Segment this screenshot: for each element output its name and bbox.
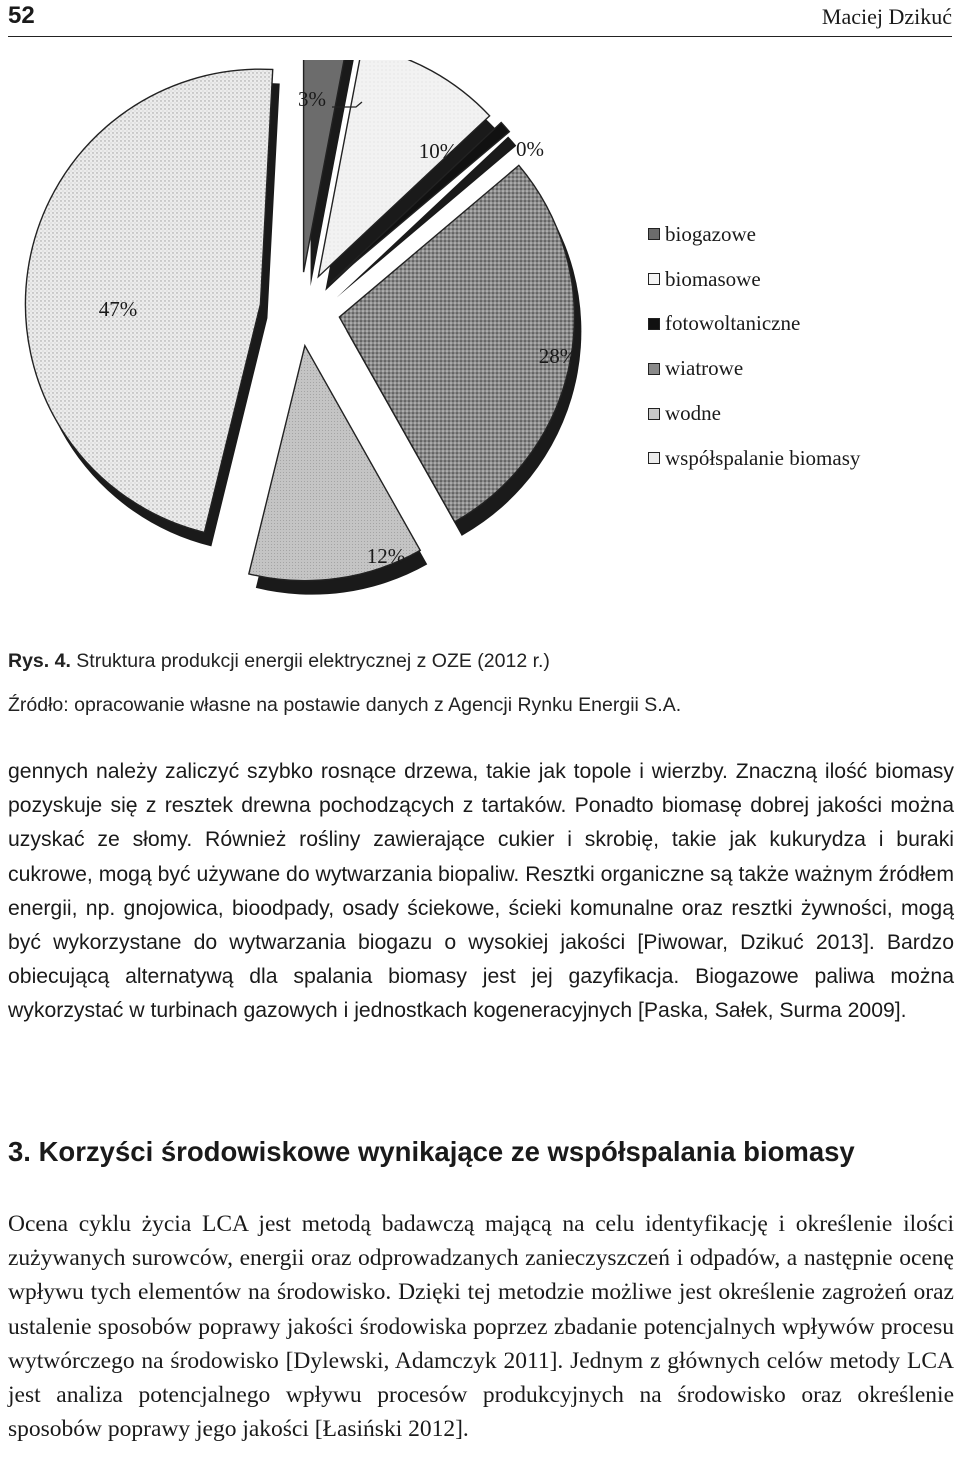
pie-slice-współspalanie-biomasy <box>25 69 272 532</box>
legend-item-współspalanie-biomasy <box>648 436 860 481</box>
figure-source: Źródło: opracowanie własne na postawie danych z Agencji Rynku Energii S.A. <box>8 694 682 716</box>
body-paragraph-2: Ocena cyklu życia LCA jest metodą badawczą mającą na celu identyfikację i określenie ilości zużywanych surowców, energii oraz odprowadzanych zanieczyszczeń i odpadów, a następnie ocenę wpływu tych elementów na środowisko. Dzięki tej metodzie możliwe jest określenie zagrożeń oraz ustalenie sposobów poprawy jakości środowiska poprzez zbadanie potencjalnych wpływów procesu wytwórczego na środowisko [Dylewski, Adamczyk 2011]. Jednym z głównych celów metody LCA jest analiza potencjalnego wpływu procesów produkcyjnych na środowisko oraz określenie sposobów poprawy jego jakości [Łasiński 2012]. <box>8 1211 954 1443</box>
slice-label-biomasowe: 10% <box>418 139 458 163</box>
legend-swatch <box>648 273 660 285</box>
page-number: 52 <box>8 2 35 29</box>
legend-item-fotowoltaniczne <box>648 302 860 347</box>
legend-item-biogazowe <box>648 212 860 257</box>
slice-label-wiatrowe: 28% <box>538 344 578 368</box>
chart-legend <box>648 212 860 481</box>
legend-label: biomasowe <box>665 266 761 291</box>
legend-label: biogazowe <box>665 221 756 246</box>
legend-label: fotowoltaniczne <box>665 311 801 336</box>
slice-label-wodne: 12% <box>366 544 406 568</box>
legend-swatch <box>648 363 660 375</box>
figure-caption-label: Rys. 4. <box>8 650 71 672</box>
running-header-author: Maciej Dzikuć <box>821 4 952 29</box>
legend-item-wiatrowe <box>648 346 860 391</box>
legend-swatch <box>648 228 660 240</box>
legend-label: współspalanie biomasy <box>665 445 861 470</box>
figure-caption-text: Struktura produkcji energii elektrycznej z OZE (2012 r.) <box>76 650 550 672</box>
figure-caption <box>8 650 550 673</box>
body-paragraph-1: gennych należy zaliczyć szybko rosnące drzewa, takie jak topole i wierzby. Znaczną ilość biomasy pozyskuje się z resztek drewna pochodzących z tartaków. Ponadto biomasę dobrej jakości można uzyskać ze słomy. Również rośliny zawierające cukier i skrobię, takie jak kukurydza i buraki cukrowe, mogą być używane do wytwarzania biopaliw. Resztki organiczne są także ważnym źródłem energii, np. gnojowica, bioodpady, osady ściekowe, ścieki komunalne oraz resztki żywności, mogą być wykorzystane do wytwarzania biogazu o wysokiej jakości [Piwowar, Dzikuć 2013]. Bardzo obiecującą alternatywą dla spalania biomasy jest jej gazyfikacja. Biogazowe paliwa można wykorzystać w turbinach gazowych i jednostkach kogeneracyjnych [Paska, Sałek, Surma 2009]. <box>8 760 954 1023</box>
section-heading: 3. Korzyści środowiskowe wynikające ze współspalania biomasy <box>8 1136 855 1167</box>
slice-label-biogazowe: 3% <box>298 87 326 111</box>
header-rule <box>8 36 952 37</box>
page-header <box>8 0 952 34</box>
legend-label: wiatrowe <box>665 356 744 381</box>
slice-label-fotowoltaniczne: 0% <box>516 137 544 161</box>
legend-label: wodne <box>665 401 721 426</box>
slice-label-współspalanie-biomasy: 47% <box>98 297 138 321</box>
legend-swatch <box>648 408 660 420</box>
legend-swatch <box>648 452 660 464</box>
legend-swatch <box>648 318 660 330</box>
legend-item-biomasowe <box>648 257 860 302</box>
legend-item-wodne <box>648 391 860 436</box>
